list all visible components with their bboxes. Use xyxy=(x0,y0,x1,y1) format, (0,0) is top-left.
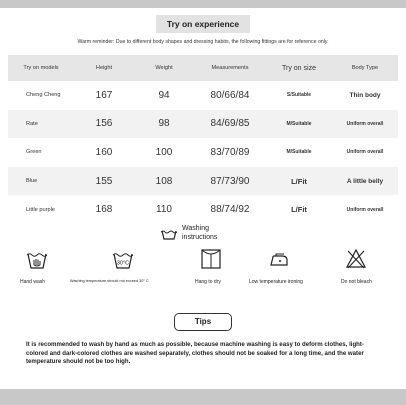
weight-value: 108 xyxy=(134,167,194,196)
table-header-row xyxy=(8,55,398,81)
no-bleach-icon xyxy=(345,248,367,270)
height-value: 168 xyxy=(74,195,134,224)
iron-low-label: Low temperature ironing xyxy=(249,279,303,285)
no-bleach-label: Do not bleach xyxy=(341,279,372,285)
body-type-value: Uniform overall xyxy=(332,138,398,167)
model-name: Little purple xyxy=(8,195,74,224)
washing-heading-text xyxy=(182,224,217,242)
model-name: Cheng Cheng xyxy=(8,81,74,110)
size-value: L/Fit xyxy=(266,167,332,196)
body-type-value: Thin body xyxy=(332,81,398,110)
wash-30-icon xyxy=(112,248,134,270)
table-row xyxy=(8,167,398,196)
reminder-note: Warm reminder: Due to different body shapes and dressing habits, the following fittings are for reference only. xyxy=(77,39,329,45)
column-header-models: Try on models xyxy=(8,55,74,81)
height-value: 167 xyxy=(74,81,134,110)
body-type-value: Uniform overall xyxy=(332,195,398,224)
measurements-value: 87/73/90 xyxy=(194,167,266,196)
page-title: Try on experience xyxy=(156,15,250,33)
hang-dry-label: Hang to dry xyxy=(195,279,221,285)
weight-value: 100 xyxy=(134,138,194,167)
column-header-height: Height xyxy=(74,55,134,81)
column-header-weight: Weight xyxy=(134,55,194,81)
height-value: 160 xyxy=(74,138,134,167)
measurements-value: 83/70/89 xyxy=(194,138,266,167)
measurements-value: 84/69/85 xyxy=(194,110,266,139)
top-divider-band xyxy=(0,0,406,8)
height-value: 155 xyxy=(74,167,134,196)
table-row xyxy=(8,110,398,139)
bottom-divider-band xyxy=(0,389,406,405)
hand-wash-label: Hand wash xyxy=(20,279,46,285)
body-type-value: Uniform overall xyxy=(332,110,398,139)
fitting-table xyxy=(8,55,398,224)
size-value: M/Suitable xyxy=(266,110,332,139)
weight-value: 94 xyxy=(134,81,194,110)
iron-low-icon xyxy=(268,248,290,270)
tips-text: It is recommended to wash by hand as much as possible, because machine washing is easy to deform clothes, light-colored and dark-colored clothes are washed separately, clothes should not be soaked for a long time, and the water temperature should not be too high. xyxy=(26,341,364,366)
hang-dry-icon xyxy=(200,248,222,270)
wash-temperature-label: Washing temperature should not exceed 30° C xyxy=(70,279,149,283)
washing-heading-line1: Washing xyxy=(182,225,209,232)
model-name: Rate xyxy=(8,110,74,139)
tips-heading: Tips xyxy=(174,313,232,331)
column-header-size: Try on size xyxy=(266,55,332,81)
model-name: Green xyxy=(8,138,74,167)
column-header-measurements: Measurements xyxy=(194,55,266,81)
body-type-value: A little belly xyxy=(332,167,398,196)
table-row xyxy=(8,81,398,110)
column-header-body-type: Body Type xyxy=(332,55,398,81)
size-value: M/Suitable xyxy=(266,138,332,167)
weight-value: 98 xyxy=(134,110,194,139)
hand-wash-icon xyxy=(26,248,48,270)
height-value: 156 xyxy=(74,110,134,139)
table-row xyxy=(8,195,398,224)
table-row xyxy=(8,138,398,167)
washing-heading-line2: instructions xyxy=(182,234,218,241)
model-name: Blue xyxy=(8,167,74,196)
measurements-value: 80/66/84 xyxy=(194,81,266,110)
measurements-value: 88/74/92 xyxy=(194,195,266,224)
wash-30-icon-text: 30°C xyxy=(116,260,130,267)
size-value: S/Suitable xyxy=(266,81,332,110)
wash-tub-icon xyxy=(161,227,177,237)
weight-value: 110 xyxy=(134,195,194,224)
size-value: L/Fit xyxy=(266,195,332,224)
